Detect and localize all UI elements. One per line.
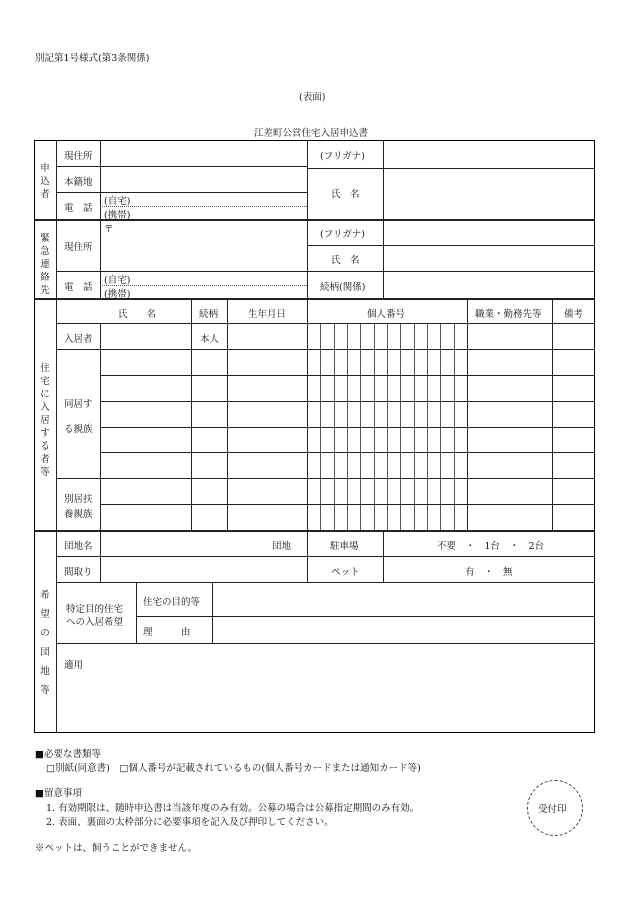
applicant-furigana-label: (フリガナ) (320, 151, 365, 162)
emergency-name-label: 氏 名 (331, 255, 360, 266)
emergency-section-label: 緊急連絡先 (40, 233, 50, 296)
form-frame (34, 140, 595, 733)
row-label-family-1: 同居す (64, 399, 93, 410)
emergency-furigana-label: (フリガナ) (320, 229, 365, 240)
housing-purpose-label: 住宅の目的等 (143, 597, 201, 608)
self-relation: 本人 (200, 334, 220, 345)
reason-label: 理 由 (143, 627, 191, 638)
form-reference: 別記第1号様式(第3条関係) (35, 53, 150, 64)
emergency-home-phone-label: (自宅) (104, 275, 131, 286)
emergency-relation-label: 続柄(関係) (320, 282, 366, 293)
parking-label: 駐車場 (330, 541, 359, 552)
applicant-mobile-label: (携帯) (104, 210, 131, 221)
col-header-birthdate: 生年月日 (248, 309, 287, 320)
pet-label: ペット (331, 567, 360, 578)
layout-label: 間取り (64, 567, 93, 578)
applicant-address-label: 現住所 (64, 151, 93, 162)
applicant-name-label: 氏 名 (331, 189, 360, 200)
applicant-home-phone-label: (自宅) (104, 196, 131, 207)
pet-note: ※ペットは、飼うことができません。 (35, 843, 198, 854)
emergency-postal-mark: 〒 (104, 224, 114, 235)
col-header-occupation: 職業・勤務先等 (475, 309, 542, 320)
page-title: 江差町公営住宅入居申込書 (254, 128, 369, 139)
special-purpose-label-2: への入居希望 (66, 617, 124, 628)
applicant-phone-label: 電 話 (64, 203, 93, 214)
row-label-separate-1: 別居扶 (64, 494, 93, 505)
required-docs-heading: ■必要な書類等 (35, 749, 101, 760)
col-header-name: 氏 名 (118, 309, 157, 320)
residents-section-label: 住宅に入居する者等 (40, 363, 50, 478)
page-side-label: (表面) (299, 92, 326, 103)
complex-suffix: 団地 (272, 541, 292, 552)
caution-heading: ■留意事項 (35, 788, 82, 799)
desired-section-label: 希望の団地等 (40, 590, 50, 696)
caution-item-2: 2. 表面、裏面の太枠部分に必要事項を記入及び押印してください。 (46, 817, 334, 828)
emergency-address-label: 現住所 (64, 242, 93, 253)
parking-options: 不要 ・ 1台 ・ 2台 (437, 541, 545, 552)
required-docs-items: □別紙(同意書) □個人番号が記載されているもの(個人番号カードまたは通知カード等) (46, 763, 421, 774)
remarks-label: 適用 (64, 660, 84, 671)
caution-item-1: 1. 有効期限は、随時申込書は当該年度のみ有効。公募の場合は公募指定期間のみ有効。 (46, 803, 420, 814)
row-label-family-2: る親族 (64, 424, 93, 435)
emergency-mobile-label: (携帯) (104, 289, 131, 300)
complex-name-label: 団地名 (64, 541, 93, 552)
applicant-domicile-label: 本籍地 (64, 177, 93, 188)
special-purpose-label-1: 特定目的住宅 (66, 604, 124, 615)
pet-options: 有 ・ 無 (465, 567, 513, 578)
col-header-notes: 備考 (564, 309, 584, 320)
applicant-section-label: 申込者 (40, 163, 50, 200)
emergency-phone-label: 電 話 (64, 282, 93, 293)
col-header-relation: 続柄 (199, 309, 219, 320)
row-label-applicant: 入居者 (64, 334, 93, 345)
reception-stamp-label: 受付印 (538, 804, 567, 815)
col-header-my-number: 個人番号 (367, 309, 406, 320)
row-label-separate-2: 養親族 (64, 509, 93, 520)
